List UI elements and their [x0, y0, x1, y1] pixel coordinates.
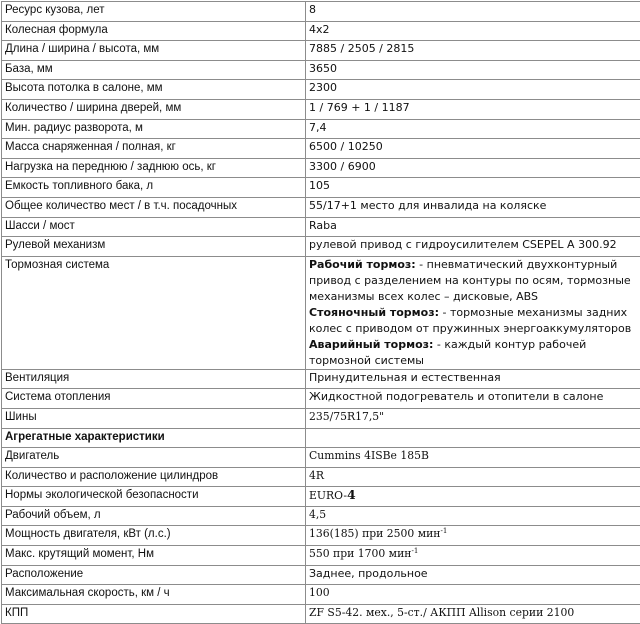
table-row — [2, 21, 640, 41]
row-label: КПП — [2, 604, 306, 624]
row-value: 235/75R17,5" — [306, 408, 640, 428]
table-row — [2, 99, 640, 119]
row-value: Raba — [306, 217, 640, 237]
row-label: Двигатель — [2, 448, 306, 468]
torque-superscript: -1 — [411, 547, 418, 555]
row-value: Принудительная и естественная — [306, 369, 640, 389]
row-value: 4R — [306, 467, 640, 487]
brake-line — [309, 257, 640, 273]
row-value: 7885 / 2505 / 2815 — [306, 41, 640, 61]
row-label: База, мм — [2, 60, 306, 80]
row-label: Общее количество мест / в т.ч. посадочных — [2, 197, 306, 217]
emergency-brake-label: Аварийный тормоз: — [309, 338, 433, 351]
table-row — [2, 565, 640, 585]
row-label: Нормы экологической безопасности — [2, 487, 306, 507]
row-value: ZF S5-42. мех., 5-ст./ АКПП Allison серии 2100 — [306, 604, 640, 624]
table-row-brake — [2, 256, 640, 369]
row-value: 4x2 — [306, 21, 640, 41]
row-value: 100 — [306, 585, 640, 605]
row-label: Вентиляция — [2, 369, 306, 389]
row-label: Тормозная система — [2, 256, 306, 369]
table-row — [2, 139, 640, 159]
table-row — [2, 178, 640, 198]
table-row — [2, 80, 640, 100]
torque-value: 550 при 1700 мин — [309, 547, 411, 560]
power-superscript: -1 — [441, 527, 448, 535]
row-value: 55/17+1 место для инвалида на коляске — [306, 197, 640, 217]
parking-brake-text: - тормозные механизмы задних — [439, 306, 627, 319]
section-empty-cell — [306, 428, 640, 448]
brake-line — [309, 305, 640, 321]
row-label: Система отопления — [2, 389, 306, 409]
table-row — [2, 448, 640, 468]
row-label: Нагрузка на переднюю / заднюю ось, кг — [2, 158, 306, 178]
row-label: Емкость топливного бака, л — [2, 178, 306, 198]
brake-description — [306, 256, 640, 369]
section-header-row — [2, 428, 640, 448]
row-label: Колесная формула — [2, 21, 306, 41]
row-value: Заднее, продольное — [306, 565, 640, 585]
table-row — [2, 60, 640, 80]
row-label: Расположение — [2, 565, 306, 585]
table-row — [2, 237, 640, 257]
brake-line: тормозной системы — [309, 353, 640, 369]
row-value: 6500 / 10250 — [306, 139, 640, 159]
table-row — [2, 158, 640, 178]
row-value: 7,4 — [306, 119, 640, 139]
brake-line — [309, 337, 640, 353]
parking-brake-label: Стояночный тормоз: — [309, 306, 439, 319]
row-label: Длина / ширина / высота, мм — [2, 41, 306, 61]
row-label: Масса снаряженная / полная, кг — [2, 139, 306, 159]
row-label: Мощность двигателя, кВт (л.с.) — [2, 526, 306, 546]
row-value: Cummins 4ISBe 185B — [306, 448, 640, 468]
row-value: 3300 / 6900 — [306, 158, 640, 178]
row-value — [306, 526, 640, 546]
row-label: Рабочий объем, л — [2, 506, 306, 526]
row-value — [306, 546, 640, 566]
table-row — [2, 41, 640, 61]
row-label: Макс. крутящий момент, Нм — [2, 546, 306, 566]
euro-number: 4 — [347, 487, 356, 502]
table-row — [2, 119, 640, 139]
row-label: Количество и расположение цилиндров — [2, 467, 306, 487]
table-row — [2, 408, 640, 428]
row-value: рулевой привод с гидроусилителем CSEPEL A 300.92 — [306, 237, 640, 257]
power-value: 136(185) при 2500 мин — [309, 527, 441, 540]
section-title: Агрегатные характеристики — [2, 428, 306, 448]
row-label: Максимальная скорость, км / ч — [2, 585, 306, 605]
work-brake-label: Рабочий тормоз: — [309, 258, 416, 271]
row-value: 4,5 — [306, 506, 640, 526]
work-brake-text: - пневматический двухконтурный — [416, 258, 618, 271]
table-row — [2, 467, 640, 487]
table-row — [2, 217, 640, 237]
row-value: 8 — [306, 2, 640, 22]
table-row — [2, 526, 640, 546]
spec-table — [1, 1, 640, 624]
emergency-brake-text: - каждый контур рабочей — [433, 338, 586, 351]
table-row — [2, 197, 640, 217]
table-row — [2, 546, 640, 566]
row-value: 1 / 769 + 1 / 1187 — [306, 99, 640, 119]
table-row — [2, 369, 640, 389]
euro-prefix: EURO- — [309, 489, 347, 502]
row-value: 2300 — [306, 80, 640, 100]
row-label: Количество / ширина дверей, мм — [2, 99, 306, 119]
row-value: Жидкостной подогреватель и отопители в салоне — [306, 389, 640, 409]
row-label: Шасси / мост — [2, 217, 306, 237]
row-label: Мин. радиус разворота, м — [2, 119, 306, 139]
table-row — [2, 604, 640, 624]
row-label: Ресурс кузова, лет — [2, 2, 306, 22]
row-value: 105 — [306, 178, 640, 198]
table-row — [2, 389, 640, 409]
brake-line: механизмы всех колес – дисковые, ABS — [309, 289, 640, 305]
brake-line: привод с разделением на контуры по осям, тормозные — [309, 273, 640, 289]
row-value — [306, 487, 640, 507]
row-label: Высота потолка в салоне, мм — [2, 80, 306, 100]
row-label: Шины — [2, 408, 306, 428]
brake-line: колес с приводом от пружинных энергоаккумуляторов — [309, 321, 640, 337]
row-value: 3650 — [306, 60, 640, 80]
row-label: Рулевой механизм — [2, 237, 306, 257]
table-row — [2, 487, 640, 507]
table-row — [2, 2, 640, 22]
table-row — [2, 585, 640, 605]
table-row — [2, 506, 640, 526]
